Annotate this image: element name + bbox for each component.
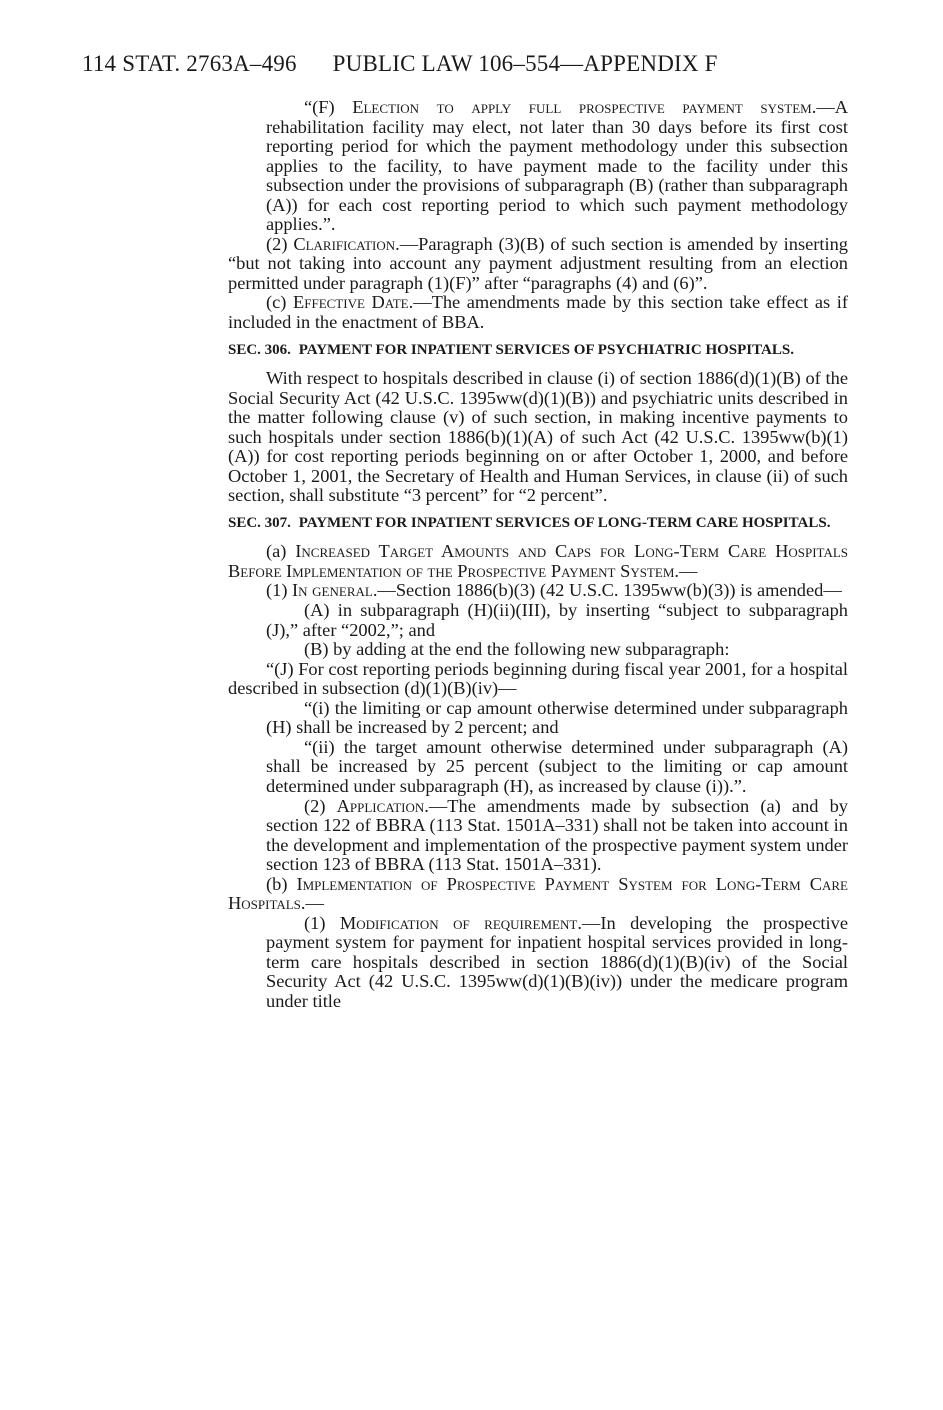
paragraph-effective-date: (c) Effective Date.—The amendments made by this section take effect as if included in the enactment of BBA. — [228, 292, 848, 333]
subsection-heading: Clarification — [293, 233, 396, 254]
law-title: PUBLIC LAW 106–554—APPENDIX F — [332, 51, 718, 76]
paragraph-clarification: (2) Clarification.—Paragraph (3)(B) of such section is amended by inserting “but not taking into account any payment adjustment resulting from an election permitted under paragraph (1)(F)” after “paragraphs (4) and (6)”. — [228, 233, 849, 293]
paragraph-implementation: (b) Implementation of Prospective Payment System for Long-Term Care Hospitals.— — [228, 873, 849, 914]
subparagraph-j: “(J) For cost reporting periods beginning during fiscal year 2001, for a hospital described in subsection (d)(1)(B)(iv)— — [228, 658, 848, 699]
clause-ii: “(ii) the target amount otherwise determined under subparagraph (A) shall be increased by 25 percent (subject to the limiting or cap amount determined under subparagraph (H), as increased by clause (i)).”. — [266, 736, 848, 796]
subsection-heading: In general — [292, 580, 373, 601]
section-number: SEC. 307. — [228, 514, 291, 531]
section-heading-306 — [228, 341, 848, 361]
paragraph-psychiatric: With respect to hospitals described in clause (i) of section 1886(d)(1)(B) of the Social Security Act (42 U.S.C. 1395ww(d)(1)(B)) and psychiatric units described in the matter following clause (v) of such section, in making incentive payments to such hospitals under section 1886(b)(1)(A) of such Act (42 U.S.C. 1395ww(b)(1)(A)) for cost reporting periods beginning on or after October 1, 2000, and before October 1, 2001, the Secretary of Health and Human Services, in clause (ii) of such section, shall substitute “3 percent” for “2 percent”. — [228, 368, 848, 506]
subsection-heading: Application — [336, 795, 425, 816]
subsection-heading: Election to apply full prospective payment system — [352, 97, 812, 117]
subsection-heading: Implementation of Prospective Payment System for Long-Term Care Hospitals — [228, 873, 849, 914]
paragraph-application: (2) Application.—The amendments made by subsection (a) and by section 122 of BBRA (113 Stat. 1501A–331) shall not be taken into account in the development and implementation of the prospective payment system under section 123 of BBRA (113 Stat. 1501A–331). — [266, 795, 848, 875]
subparagraph-a: (A) in subparagraph (H)(ii)(III), by inserting “subject to subparagraph (J),” after “2002,”; and — [266, 600, 848, 640]
clause-i: “(i) the limiting or cap amount otherwise determined under subparagraph (H) shall be increased by 2 percent; and — [266, 697, 848, 738]
paragraph-election: “(F) Election to apply full prospective payment system.—A rehabilitation facility may elect, not later than 30 days before its first cost reporting period for which the payment methodology under this subsection applies to the facility, to have payment made to the facility under this subsection under the provisions of subparagraph (B) (rather than subparagraph (A)) for each cost reporting period to which such payment methodology applies.”. — [266, 97, 848, 235]
subparagraph-b: (B) by adding at the end the following new subparagraph: — [304, 639, 730, 660]
page-reference: 114 STAT. 2763A–496 — [82, 51, 297, 76]
subsection-heading: Increased Target Amounts and Caps for Long-Term Care Hospitals Before Implementation of the Prospective Payment System — [228, 541, 848, 581]
paragraph-in-general: (1) In general.—Section 1886(b)(3) (42 U.S.C. 1395ww(b)(3)) is amended— — [266, 580, 842, 601]
paragraph-increased-targets: (a) Increased Target Amounts and Caps for Long-Term Care Hospitals Before Implementation of the Prospective Payment System.— — [228, 541, 848, 581]
subsection-heading: Effective Date — [293, 292, 409, 313]
section-heading-307 — [228, 514, 848, 534]
subsection-heading: Modification of requirement — [339, 912, 578, 933]
paragraph-modification: (1) Modification of requirement.—In developing the prospective payment system for payment for inpatient hospital services provided in long-term care hospitals described in section 1886(d)(1)(B)(iv) of the Social Security Act (42 U.S.C. 1395ww(d)(1)(B)(iv)) under the medicare program under title — [266, 912, 848, 1011]
section-title: PAYMENT FOR INPATIENT SERVICES OF PSYCHIATRIC HOSPITALS. — [298, 341, 794, 358]
section-title: PAYMENT FOR INPATIENT SERVICES OF LONG-TERM CARE HOSPITALS. — [298, 514, 831, 531]
running-header — [82, 51, 718, 77]
section-number: SEC. 306. — [228, 341, 291, 358]
document-body — [228, 98, 848, 1012]
